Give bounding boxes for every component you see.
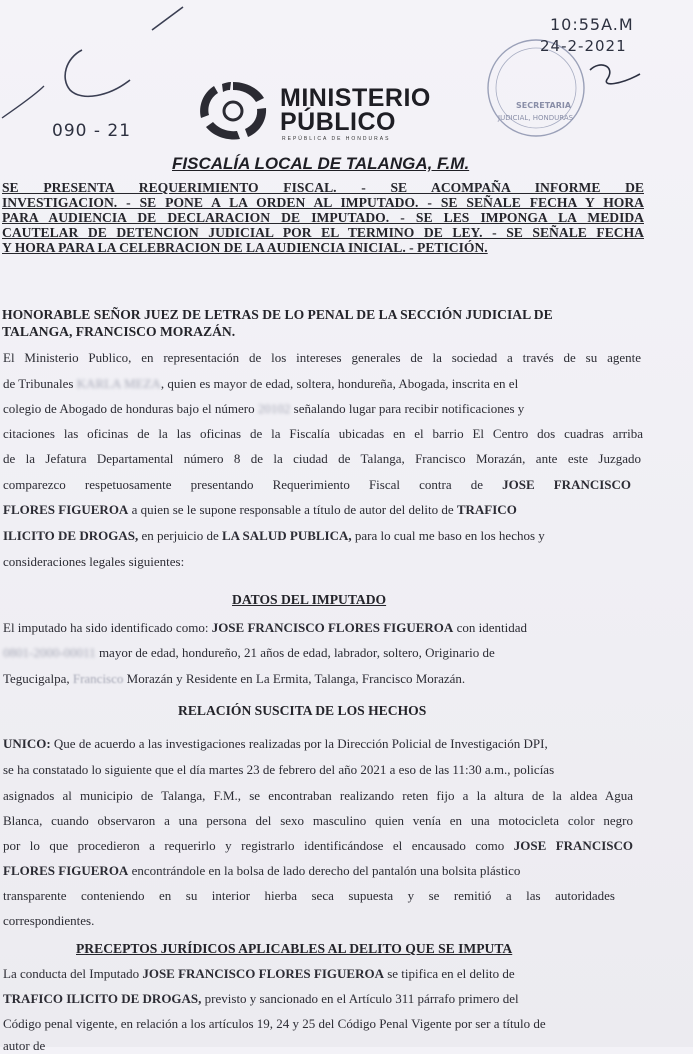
redacted-id: 0801-2000-00011 [3,645,96,660]
requerimiento-line: INVESTIGACION. - SE PONE A LA ORDEN AL IMPUTADO. - SE SEÑALE FECHA Y HORA [2,195,644,210]
text-line [3,838,633,854]
stamp-judicial: JUDICIAL, HONDURAS [498,114,574,122]
text-span: con identidad [456,620,527,635]
stamp-time: 10:55A.M [550,15,634,34]
text-line [3,620,629,636]
text-bold: UNICO: [3,736,51,751]
salutation-line: HONORABLE SEÑOR JUEZ DE LETRAS DE LO PENAL DE LA SECCIÓN JUDICIAL DE [2,307,553,322]
salutation [2,306,642,340]
requerimiento-line: CAUTELAR DE DETENCION JUDICIAL POR EL TERMINO DE LEY. - SE SEÑALE FECHA [2,225,644,240]
case-number: 090 - 21 [52,121,132,141]
ministerio-publico-logo-icon [196,78,270,142]
text-span: mayor de edad, hondureño, 21 años de edad, labrador, soltero, Originario de [98,645,495,660]
text-span: Morazán y Residente en La Ermita, Talanga, Francisco Morazán. [126,671,466,686]
defendant-name: JOSE FRANCISCO [502,477,632,492]
victim-name: LA SALUD PUBLICA, [221,528,352,543]
defendant-name: FLORES FIGUEROA [3,502,129,517]
text-span: La conducta del Imputado [3,966,140,981]
text-line: citaciones las oficinas de la las oficinas de la Fiscalía ubicadas en el barrio El Centro dos cuadras arriba [3,426,643,441]
section-heading-datos: DATOS DEL IMPUTADO [232,592,387,607]
requerimiento-line: Y HORA PARA LA CELEBRACION DE LA AUDIENCIA INICIAL. - PETICIÓN. [2,240,488,255]
text-span: de Tribunales [3,376,74,391]
text-line [3,671,465,687]
defendant-name: JOSE FRANCISCO [513,838,634,853]
text-span: Tegucigalpa, [3,671,70,686]
text-span: señalando lugar para recibir notificaciones y [293,401,525,416]
section-heading-preceptos: PRECEPTOS JURÍDICOS APLICABLES AL DELITO QUE SE IMPUTA [76,941,513,956]
text-line: se ha constatado lo siguiente que el día martes 23 de febrero del año 2021 a eso de las 11:30 a.m., policías [3,762,555,777]
stamp-date: 24-2-2021 [540,37,627,55]
text-span: encontrándole en la bolsa de lado derecho del pantalón una bolsita plástico [131,863,521,878]
text-line: Blanca, cuando observaron a una persona del sexo masculino quien venía en una motocicleta color negro [3,813,633,828]
section-heading-hechos: RELACIÓN SUSCITA DE LOS HECHOS [178,703,427,718]
logo-subtitle: REPÚBLICA DE HONDURAS [282,136,391,142]
stamp-secretaria: SECRETARIA [516,101,572,110]
text-span: previsto y sancionado en el Artículo 311 párrafo primero del [204,991,519,1006]
defendant-name: JOSE FRANCISCO FLORES FIGUEROA [211,620,454,635]
text-line: de la Jefatura Departamental número 8 de la ciudad de Talanga, Francisco Morazán, ante este Juzgado [3,451,641,466]
text-span: por lo que procedieron a requerirlo y registrarlo identificándose el encausado como [3,838,505,853]
text-span: colegio de Abogado de honduras bajo el número [3,401,255,416]
requerimiento-line: PARA AUDIENCIA DE DECLARACION DE IMPUTADO. - SE LES IMPONGA LA MEDIDA [2,210,644,225]
text-line: asignados al municipio de Talanga, F.M., se encontraban realizando reten fijo a la altura de la aldea Agua [3,788,633,803]
text-line [3,477,631,493]
defendant-name: FLORES FIGUEROA [3,863,129,878]
text-line [3,863,633,879]
requerimiento-summary [2,180,644,255]
text-line [3,645,629,661]
text-span: comparezco respetuosamente presentando Requerimiento Fiscal contra de [3,477,483,492]
text-line [3,966,615,982]
text-span: Que de acuerdo a las investigaciones realizadas por la Dirección Policial de Investigación DPI, [53,736,548,751]
text-span: se tipifica en el delito de [387,966,515,981]
crime-name: ILICITO DE DROGAS, [3,528,139,543]
text-line: autor de [3,1038,46,1053]
fiscalia-title: FISCALÍA LOCAL DE TALANGA, F.M. [172,154,470,173]
text-line [3,991,615,1007]
logo-title-publico: PÚBLICO [280,108,396,136]
text-span: El imputado ha sido identificado como: [3,620,209,635]
text-line [3,502,633,518]
redacted-number: 20102 [257,401,291,416]
text-line: correspondientes. [3,913,95,928]
crime-name: TRAFICO ILICITO DE DROGAS, [3,991,202,1006]
crime-name: TRAFICO [456,502,517,517]
redacted-name: KARLA MEZA [76,376,161,391]
text-span: a quien se le supone responsable a título de autor del delito de [131,502,454,517]
text-span: , quien es mayor de edad, soltera, hondureña, Abogada, inscrita en el [160,376,519,391]
text-line [3,528,643,544]
text-line: transparente conteniendo en su interior hierba seca supuesta y se remitió a las autoridades [3,888,615,903]
text-line: Código penal vigente, en relación a los artículos 19, 24 y 25 del Código Penal Vigente por ser a título de [3,1016,546,1031]
text-line [3,736,633,752]
text-span: para lo cual me baso en los hechos y [354,528,545,543]
salutation-line: TALANGA, FRANCISCO MORAZÁN. [2,324,236,339]
requerimiento-line: SE PRESENTA REQUERIMIENTO FISCAL. - SE ACOMPAÑA INFORME DE [2,180,644,195]
text-line: consideraciones legales siguientes: [3,554,185,569]
text-line [3,401,643,417]
logo-title-ministerio: MINISTERIO [280,84,431,112]
text-span: en perjuicio de [141,528,219,543]
defendant-name: JOSE FRANCISCO FLORES FIGUEROA [142,966,384,981]
faded-text: Francisco [72,671,124,686]
text-line [3,376,643,392]
text-line: El Ministerio Publico, en representación de los intereses generales de la sociedad a través de su agente [3,350,641,365]
